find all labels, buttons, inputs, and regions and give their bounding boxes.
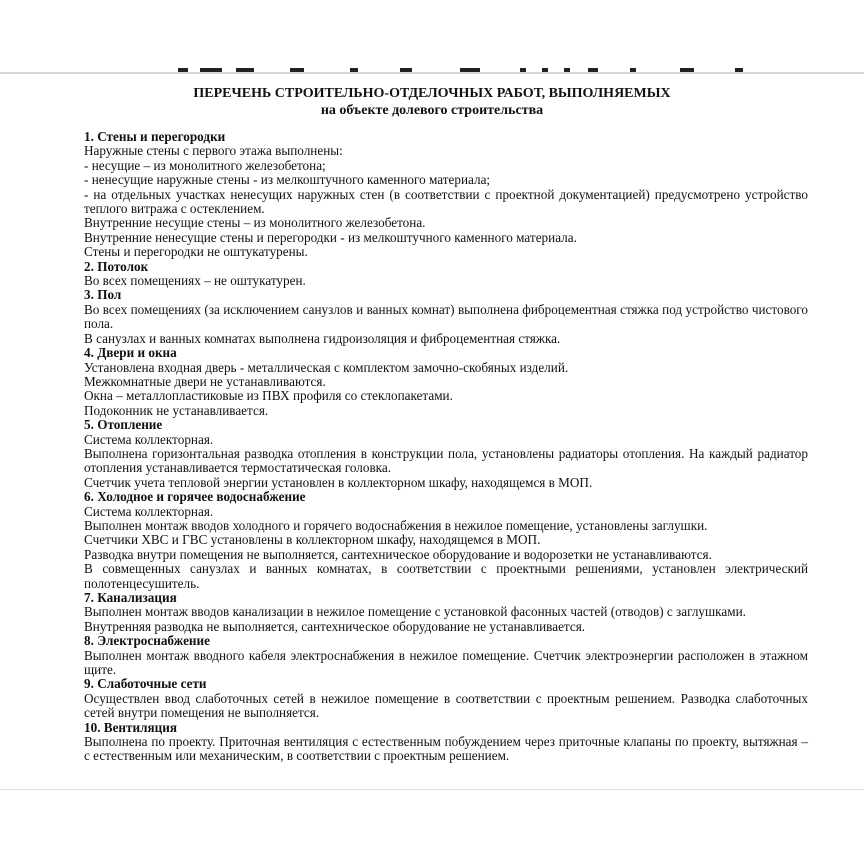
section-heading: 4. Двери и окна [84, 345, 177, 361]
section-paragraph: Во всех помещениях (за исключением санузлов и ванных комнат) выполнена фиброцементная стяжка под устройство чистового пола. [84, 301, 808, 332]
section-paragraph: В совмещенных санузлах и ванных комнатах, в соответствии с проектными решениями, установлен электрический полотенцесушитель. [84, 561, 808, 591]
section-10 [84, 721, 808, 764]
section-heading: 3. Пол [84, 287, 122, 303]
section-7 [84, 591, 808, 634]
section-heading: 8. Электроснабжение [84, 633, 210, 649]
section-paragraph: Выполнен монтаж вводного кабеля электроснабжения в нежилое помещение. Счетчик электроэнергии расположен в этажном щите. [84, 647, 808, 678]
section-heading: 6. Холодное и горячее водоснабжение [84, 489, 306, 505]
section-3 [84, 288, 808, 346]
section-paragraph: Выполнен монтаж вводов канализации в нежилое помещение с установкой фасонных частей (отводов) с заглушками. [84, 604, 746, 620]
section-paragraph: Система коллекторная. [84, 503, 214, 519]
section-paragraph: Внутренние несущие стены – из монолитного железобетона. [84, 215, 426, 231]
section-paragraph: Окна – металлопластиковые из ПВХ профиля со стеклопакетами. [84, 388, 453, 404]
section-paragraph: Установлена входная дверь - металлическая с комплектом замочно-скобяных изделий. [84, 359, 569, 375]
section-4 [84, 346, 808, 418]
works-list [84, 130, 808, 764]
cropped-text-line [160, 68, 760, 74]
section-paragraph: Стены и перегородки не оштукатурены. [84, 244, 308, 260]
section-paragraph: Внутренняя разводка не выполняется, сантехническое оборудование не устанавливается. [84, 618, 586, 634]
section-2 [84, 260, 808, 289]
section-5 [84, 418, 808, 490]
document-title: ПЕРЕЧЕНЬ СТРОИТЕЛЬНО-ОТДЕЛОЧНЫХ РАБОТ, ВЫПОЛНЯЕМЫХ [193, 86, 671, 101]
section-paragraph: Внутренние ненесущие стены и перегородки - из мелкоштучного каменного материала. [84, 229, 577, 245]
section-paragraph: Во всех помещениях – не оштукатурен. [84, 273, 306, 289]
section-paragraph: Наружные стены с первого этажа выполнены: [84, 143, 343, 159]
section-8 [84, 634, 808, 677]
section-paragraph: Система коллекторная. [84, 431, 214, 447]
section-paragraph: Межкомнатные двери не устанавливаются. [84, 373, 326, 389]
section-9 [84, 677, 808, 720]
bottom-divider [0, 789, 864, 790]
section-paragraph: Счетчик учета тепловой энергии установлен в коллекторном шкафу, находящемся в МОП. [84, 474, 593, 490]
section-heading: 7. Канализация [84, 590, 177, 605]
section-paragraph: Выполнен монтаж вводов холодного и горячего водоснабжения в нежилое помещение, установлены заглушки. [84, 517, 708, 533]
section-paragraph: Подоконник не устанавливается. [84, 402, 269, 418]
section-heading: 10. Вентиляция [84, 719, 177, 735]
section-heading: 2. Потолок [84, 258, 149, 274]
section-paragraph: Разводка внутри помещения не выполняется, сантехническое оборудование и водорозетки не устанавливаются. [84, 546, 712, 562]
section-paragraph: В санузлах и ванных комнатах выполнена гидроизоляция и фиброцементная стяжка. [84, 330, 561, 346]
section-heading: 5. Отопление [84, 417, 163, 433]
section-6 [84, 490, 808, 591]
section-paragraph: Выполнена по проекту. Приточная вентиляция с естественным побуждением через приточные клапаны по проекту, вытяжная – с естественным или механическим, в соответствии с проектным решением. [84, 734, 808, 764]
section-paragraph: Выполнена горизонтальная разводка отопления в конструкции пола, установлены радиаторы отопления. На каждый радиатор отопления устанавливается термостатическая головка. [84, 445, 808, 476]
section-heading: 1. Стены и перегородки [84, 129, 226, 144]
section-paragraph: Счетчики ХВС и ГВС установлены в коллекторном шкафу, находящемся в МОП. [84, 532, 541, 548]
section-paragraph: Осуществлен ввод слаботочных сетей в нежилое помещение в соответствии с проектным решением. Разводка слаботочных сетей внутри помещения не выполняется. [84, 690, 808, 721]
section-paragraph: - ненесущие наружные стены - из мелкоштучного каменного материала; [84, 172, 491, 188]
section-paragraph: - на отдельных участках ненесущих наружных стен (в соответствии с проектной документацией) предусмотрено устройство теплого витража с остеклением. [84, 186, 808, 217]
document-subtitle: на объекте долевого строительства [320, 103, 544, 118]
section-heading: 9. Слаботочные сети [84, 676, 207, 692]
section-paragraph: - несущие – из монолитного железобетона; [84, 157, 326, 173]
section-1 [84, 130, 808, 260]
